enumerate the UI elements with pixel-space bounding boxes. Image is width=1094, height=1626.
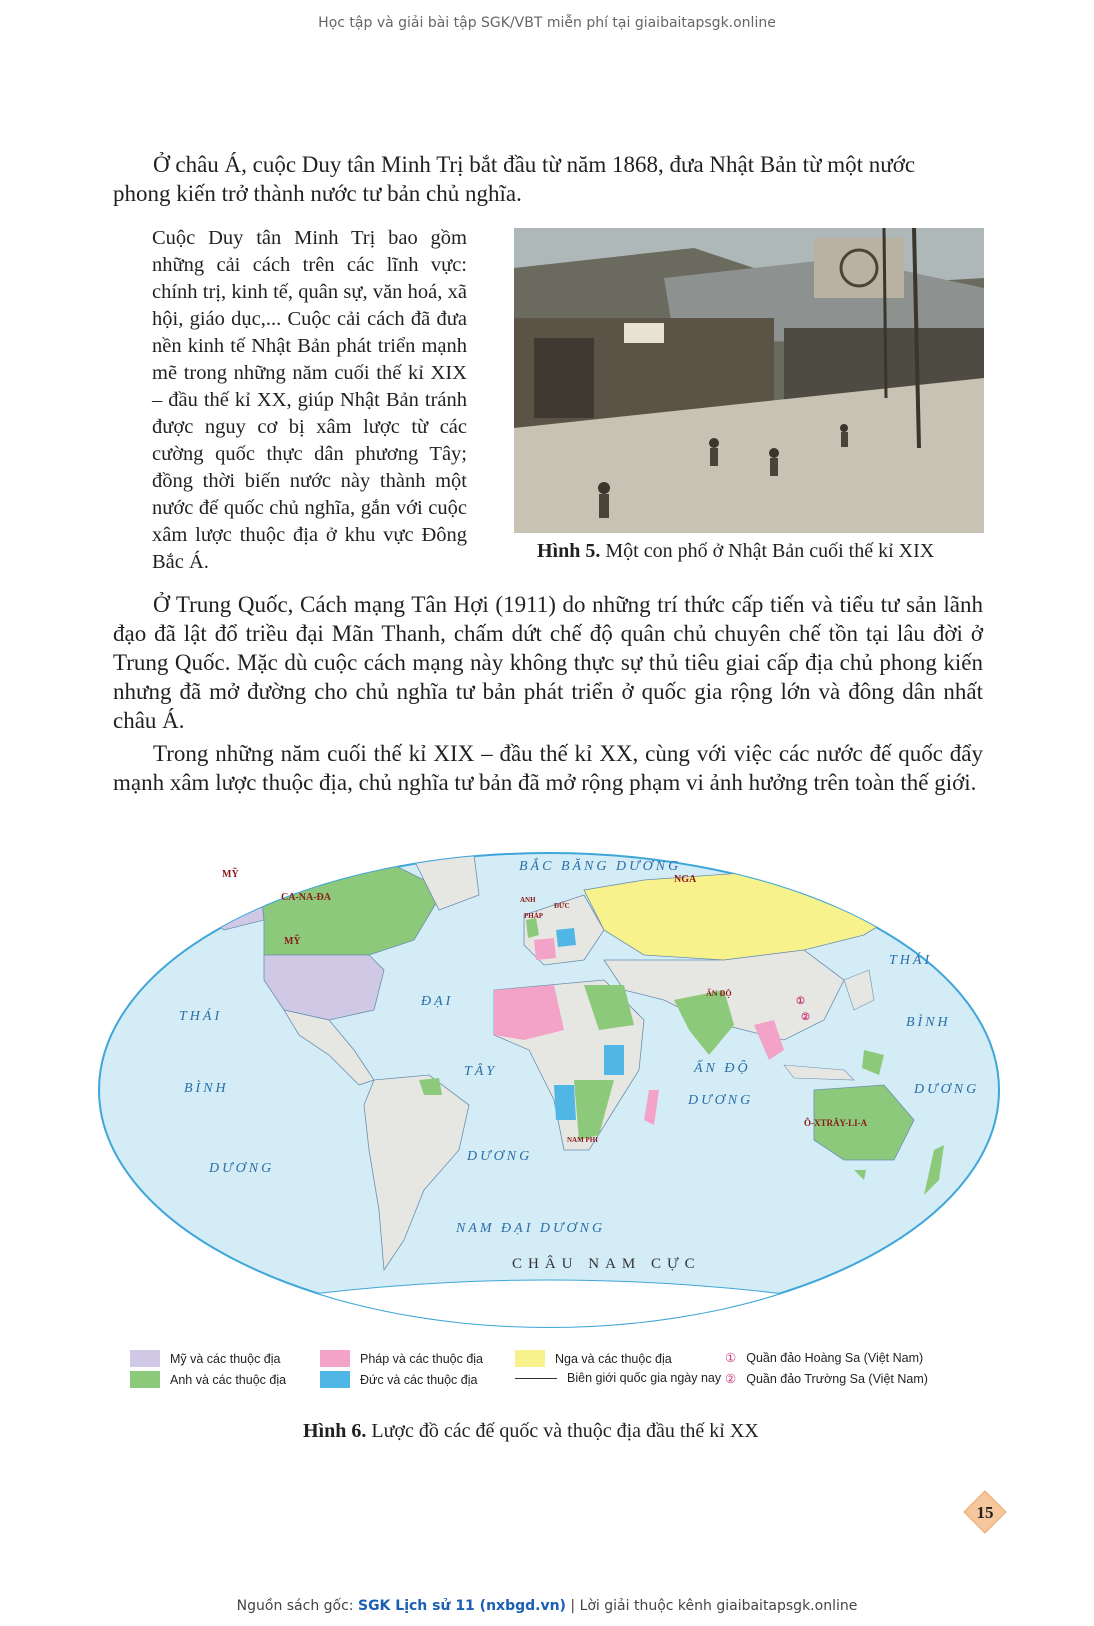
legend-britain <box>130 1371 286 1388</box>
label-pac-e2: BÌNH <box>906 1015 951 1030</box>
label-canada: CA-NA-ĐA <box>281 892 331 903</box>
label-germany: ĐỨC <box>554 902 570 910</box>
label-south-africa: NAM PHI <box>567 1136 598 1144</box>
figure-5-text: Một con phố ở Nhật Bản cuối thế kỉ XIX <box>600 540 935 562</box>
meiji-paragraph: Cuộc Duy tân Minh Trị bao gồm những cải cách trên các lĩnh vực: chính trị, kinh tế, quân sự, văn hoá, xã hội, giáo dục,... Cuộc cải cách đã đưa nền kinh tế Nhật Bản phát triển mạnh mẽ trong những năm cuối thế kỉ XIX – đầu thế kỉ XX, giúp Nhật Bản tránh được nguy cơ bị xâm lược từ các cường quốc thực dân phương Tây; đồng thời biến nước này thành một nước đế quốc chủ nghĩa, gắn với cuộc xâm lược thuộc địa ở khu vực Đông Bắc Á. <box>152 227 467 573</box>
label-australia: Ô-XTRÂY-LI-A <box>804 1118 868 1128</box>
legend-usa <box>130 1350 280 1367</box>
label-atl3: DƯƠNG <box>467 1149 533 1164</box>
label-usa: MỸ <box>284 936 301 947</box>
page-number-diamond <box>963 1490 1007 1534</box>
legend-truongsa-mark: ② <box>725 1372 737 1386</box>
china-paragraph: Ở Trung Quốc, Cách mạng Tân Hợi (1911) do những trí thức cấp tiến và tiểu tư sản lãnh đạo đã lật đổ triều đại Mãn Thanh, chấm dứt chế độ quân chủ chuyên chế tồn tại lâu đời ở Trung Quốc. Mặc dù cuộc cách mạng này không thực sự thủ tiêu giai cấp địa chủ phong kiến nhưng đã mở đường cho chủ nghĩa tư bản phát triển ở quốc gia rộng lớn và đông dân nhất châu Á. <box>113 592 983 733</box>
label-pac-w3: DƯƠNG <box>209 1161 275 1176</box>
intro-line-1: Ở châu Á, cuộc Duy tân Minh Trị bắt đầu từ năm 1868, đưa Nhật Bản từ một nước <box>153 152 916 177</box>
figure-6-caption <box>303 1420 759 1443</box>
page-number-badge <box>963 1490 1007 1534</box>
legend-truongsa <box>725 1371 928 1386</box>
japan-street-photo <box>514 228 984 533</box>
legend-russia-swatch <box>515 1350 545 1367</box>
label-india: ẤN ĐỘ <box>706 989 732 998</box>
page-footer <box>0 1598 1094 1614</box>
legend-germany <box>320 1371 477 1388</box>
label-france: PHÁP <box>524 912 544 920</box>
legend-usa-label: Mỹ và các thuộc địa <box>170 1351 281 1366</box>
label-marker-2: ② <box>801 1012 810 1023</box>
french-africa-land <box>494 985 564 1040</box>
map-legend <box>130 1350 980 1398</box>
legend-border <box>515 1371 721 1385</box>
german-africa-east-land <box>604 1045 624 1075</box>
legend-russia <box>515 1350 672 1367</box>
label-russia: NGA <box>674 874 697 885</box>
label-pac-e1: THÁI <box>889 953 933 968</box>
label-pac-w2: BÌNH <box>184 1081 229 1096</box>
legend-britain-label: Anh và các thuộc địa <box>170 1372 287 1387</box>
legend-truongsa-label: Quần đảo Trường Sa (Việt Nam) <box>746 1371 928 1386</box>
page-header: Học tập và giải bài tập SGK/VBT miễn phí tại giaibaitapsgk.online <box>318 15 776 31</box>
photo-illustration <box>514 228 984 533</box>
label-atl1: ĐẠI <box>421 994 454 1009</box>
legend-france-label: Pháp và các thuộc địa <box>360 1351 483 1366</box>
legend-border-label: Biên giới quốc gia ngày nay <box>567 1371 722 1385</box>
legend-hoangsa <box>725 1350 923 1365</box>
label-pac-w1: THÁI <box>179 1009 223 1024</box>
legend-russia-label: Nga và các thuộc địa <box>555 1351 672 1366</box>
intro-line-2: phong kiến trở thành nước tư bản chủ nghĩa. <box>113 181 522 206</box>
legend-hoangsa-mark: ① <box>725 1351 737 1365</box>
legend-britain-swatch <box>130 1371 160 1388</box>
figure-5-label: Hình 5. <box>537 540 601 562</box>
legend-germany-label: Đức và các thuộc địa <box>360 1372 478 1387</box>
footer-suffix: | Lời giải thuộc kênh giaibaitapsgk.online <box>565 1598 858 1614</box>
footer-source-link[interactable]: SGK Lịch sử 11 (nxbgd.vn) <box>357 1598 566 1614</box>
figure-6-text: Lược đồ các đế quốc và thuộc địa đầu thế kỉ XX <box>366 1420 759 1442</box>
label-ind1: ẤN ĐỘ <box>694 1061 751 1076</box>
world-map <box>84 850 1014 1340</box>
label-marker-1: ① <box>796 996 805 1007</box>
page-number: 15 <box>976 1503 994 1522</box>
legend-border-line <box>515 1378 557 1379</box>
label-pac-e3: DƯƠNG <box>914 1082 980 1097</box>
legend-france-swatch <box>320 1350 350 1367</box>
figure-5-caption <box>537 540 934 563</box>
legend-hoangsa-label: Quần đảo Hoàng Sa (Việt Nam) <box>746 1350 924 1365</box>
label-atl2: TÂY <box>464 1064 498 1079</box>
france-land <box>534 938 556 960</box>
label-ind2: DƯƠNG <box>688 1093 754 1108</box>
figure-6-label: Hình 6. <box>303 1420 367 1442</box>
label-uk: ANH <box>520 896 536 904</box>
german-africa-sw-land <box>554 1085 576 1120</box>
label-arctic: BẮC BĂNG DƯƠNG <box>519 859 682 874</box>
label-alaska: MỸ <box>222 869 239 880</box>
legend-france <box>320 1350 483 1367</box>
legend-usa-swatch <box>130 1350 160 1367</box>
germany-land <box>556 928 576 947</box>
legend-germany-swatch <box>320 1371 350 1388</box>
footer-prefix: Nguồn sách gốc: <box>236 1598 358 1614</box>
world-paragraph: Trong những năm cuối thế kỉ XIX – đầu thế kỉ XX, cùng với việc các nước đế quốc đẩy mạnh xâm lược thuộc địa, chủ nghĩa tư bản đã mở rộng phạm vi ảnh hưởng trên toàn thế giới. <box>113 741 983 795</box>
world-map-svg <box>84 850 1014 1340</box>
label-southern: NAM ĐẠI DƯƠNG <box>456 1221 606 1236</box>
label-antarctica: CHÂU NAM CỰC <box>512 1256 701 1272</box>
